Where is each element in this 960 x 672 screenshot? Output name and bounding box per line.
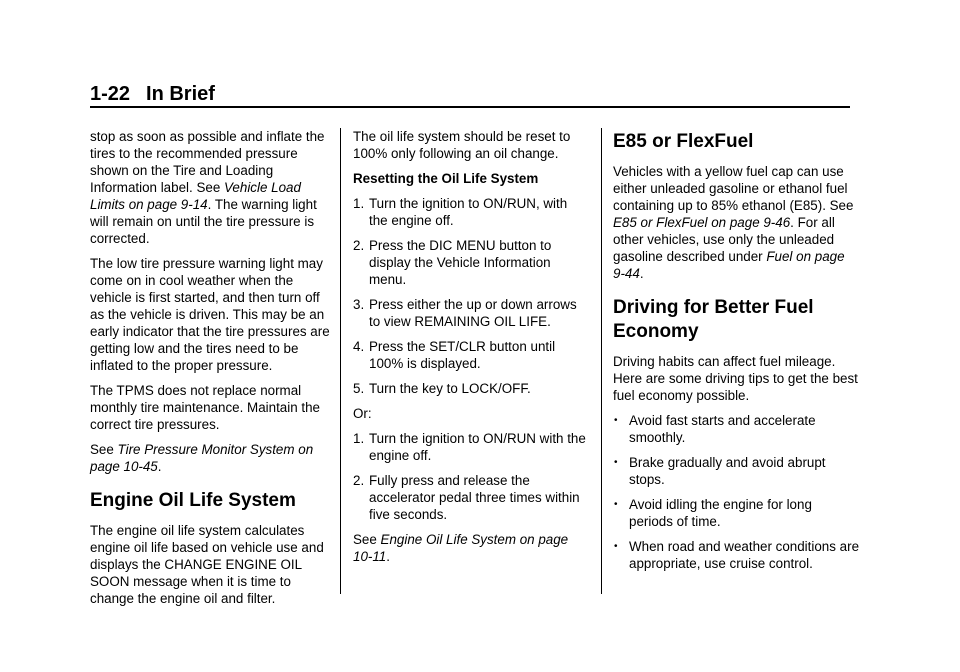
cross-reference-e85-flexfuel[interactable]: E85 or FlexFuel on page 9-46 xyxy=(613,215,791,230)
column-divider-2 xyxy=(601,128,602,594)
driving-tips-list xyxy=(613,412,859,572)
list-item: 2. Fully press and release the accelerator pedal three times within five seconds. xyxy=(353,473,580,522)
list-item: • Brake gradually and avoid abrupt stops. xyxy=(614,455,826,487)
steps-list-b xyxy=(353,430,589,523)
paragraph-inflate-tires: stop as soon as possible and inflate the tires to the recommended pressure shown on the Tire and Loading Information label. See Vehicle Load Limits on page 9-14. The warning light will remain on until the tire pressure is corrected. xyxy=(90,129,325,246)
heading-engine-oil-life-system: Engine Oil Life System xyxy=(90,490,296,511)
cross-reference-vehicle-load-limits[interactable]: Vehicle Load Limits on page 9-14 xyxy=(90,180,301,212)
paragraph-tpms-maintenance: The TPMS does not replace normal monthly tire maintenance. Maintain the correct tire pressures. xyxy=(90,383,320,432)
header-title xyxy=(90,82,850,106)
column-left xyxy=(90,128,336,615)
section-title: In Brief xyxy=(146,83,215,105)
list-item: • Avoid fast starts and accelerate smoothly. xyxy=(614,413,816,445)
paragraph-reset-100: The oil life system should be reset to 100% only following an oil change. xyxy=(353,129,571,161)
heading-better-fuel-economy: Driving for Better Fuel Economy xyxy=(613,297,814,342)
column-middle xyxy=(353,128,589,573)
list-item: 2. Press the DIC MENU button to display the Vehicle Information menu. xyxy=(353,238,552,287)
page-number: 1-22 xyxy=(90,83,131,105)
bullet-icon: • xyxy=(614,415,618,426)
paragraph-driving-habits: Driving habits can affect fuel mileage. Here are some driving tips to get the best fuel economy possible. xyxy=(613,354,858,403)
column-divider-1 xyxy=(340,128,341,594)
list-item: 1. Turn the ignition to ON/RUN with the engine off. xyxy=(353,431,586,463)
cross-reference-engine-oil-life[interactable]: Engine Oil Life System on page 10-11 xyxy=(353,532,569,564)
cross-reference-fuel[interactable]: Fuel on page 9-44 xyxy=(613,249,845,281)
column-right xyxy=(613,128,859,580)
or-label: Or: xyxy=(353,406,372,421)
list-item: • Avoid idling the engine for long periods of time. xyxy=(614,497,812,529)
page-header xyxy=(90,82,850,106)
bullet-icon: • xyxy=(614,499,618,510)
bullet-icon: • xyxy=(614,457,618,468)
list-item: 4. Press the SET/CLR button until 100% is displayed. xyxy=(353,339,556,371)
paragraph-see-tpms: See Tire Pressure Monitor System on page 10-45. xyxy=(90,442,314,474)
steps-list-a xyxy=(353,195,589,397)
bullet-icon: • xyxy=(614,541,618,552)
list-item: 5. Turn the key to LOCK/OFF. xyxy=(353,381,531,396)
heading-e85-flexfuel: E85 or FlexFuel xyxy=(613,131,754,152)
list-item: 3. Press either the up or down arrows to view REMAINING OIL LIFE. xyxy=(353,297,577,329)
paragraph-cool-weather: The low tire pressure warning light may come on in cool weather when the vehicle is first started, and then turn off as the vehicle is driven. This may be an early indicator that the tire pressures are getting low and the tires need to be inflated to the proper pressure. xyxy=(90,256,330,373)
list-item: 1. Turn the ignition to ON/RUN, with the engine off. xyxy=(353,196,568,228)
paragraph-see-oil-life: See Engine Oil Life System on page 10-11. xyxy=(353,532,569,564)
cross-reference-tire-pressure-monitor[interactable]: Tire Pressure Monitor System on page 10-45 xyxy=(90,442,314,474)
header-rule xyxy=(90,106,850,108)
paragraph-oil-life-calc: The engine oil life system calculates engine oil life based on vehicle use and displays the CHANGE ENGINE OIL SOON message when it is time to change the engine oil and filter. xyxy=(90,523,324,606)
list-item: • When road and weather conditions are appropriate, use cruise control. xyxy=(614,539,860,571)
paragraph-yellow-fuel-cap: Vehicles with a yellow fuel cap can use either unleaded gasoline or ethanol fuel containing up to 85% ethanol (E85). See E85 or FlexFuel on page 9-46. For all other vehicles, use only the unleaded gasoline described under Fuel on page 9-44. xyxy=(613,164,854,281)
subheading-resetting-oil-life: Resetting the Oil Life System xyxy=(353,171,539,186)
